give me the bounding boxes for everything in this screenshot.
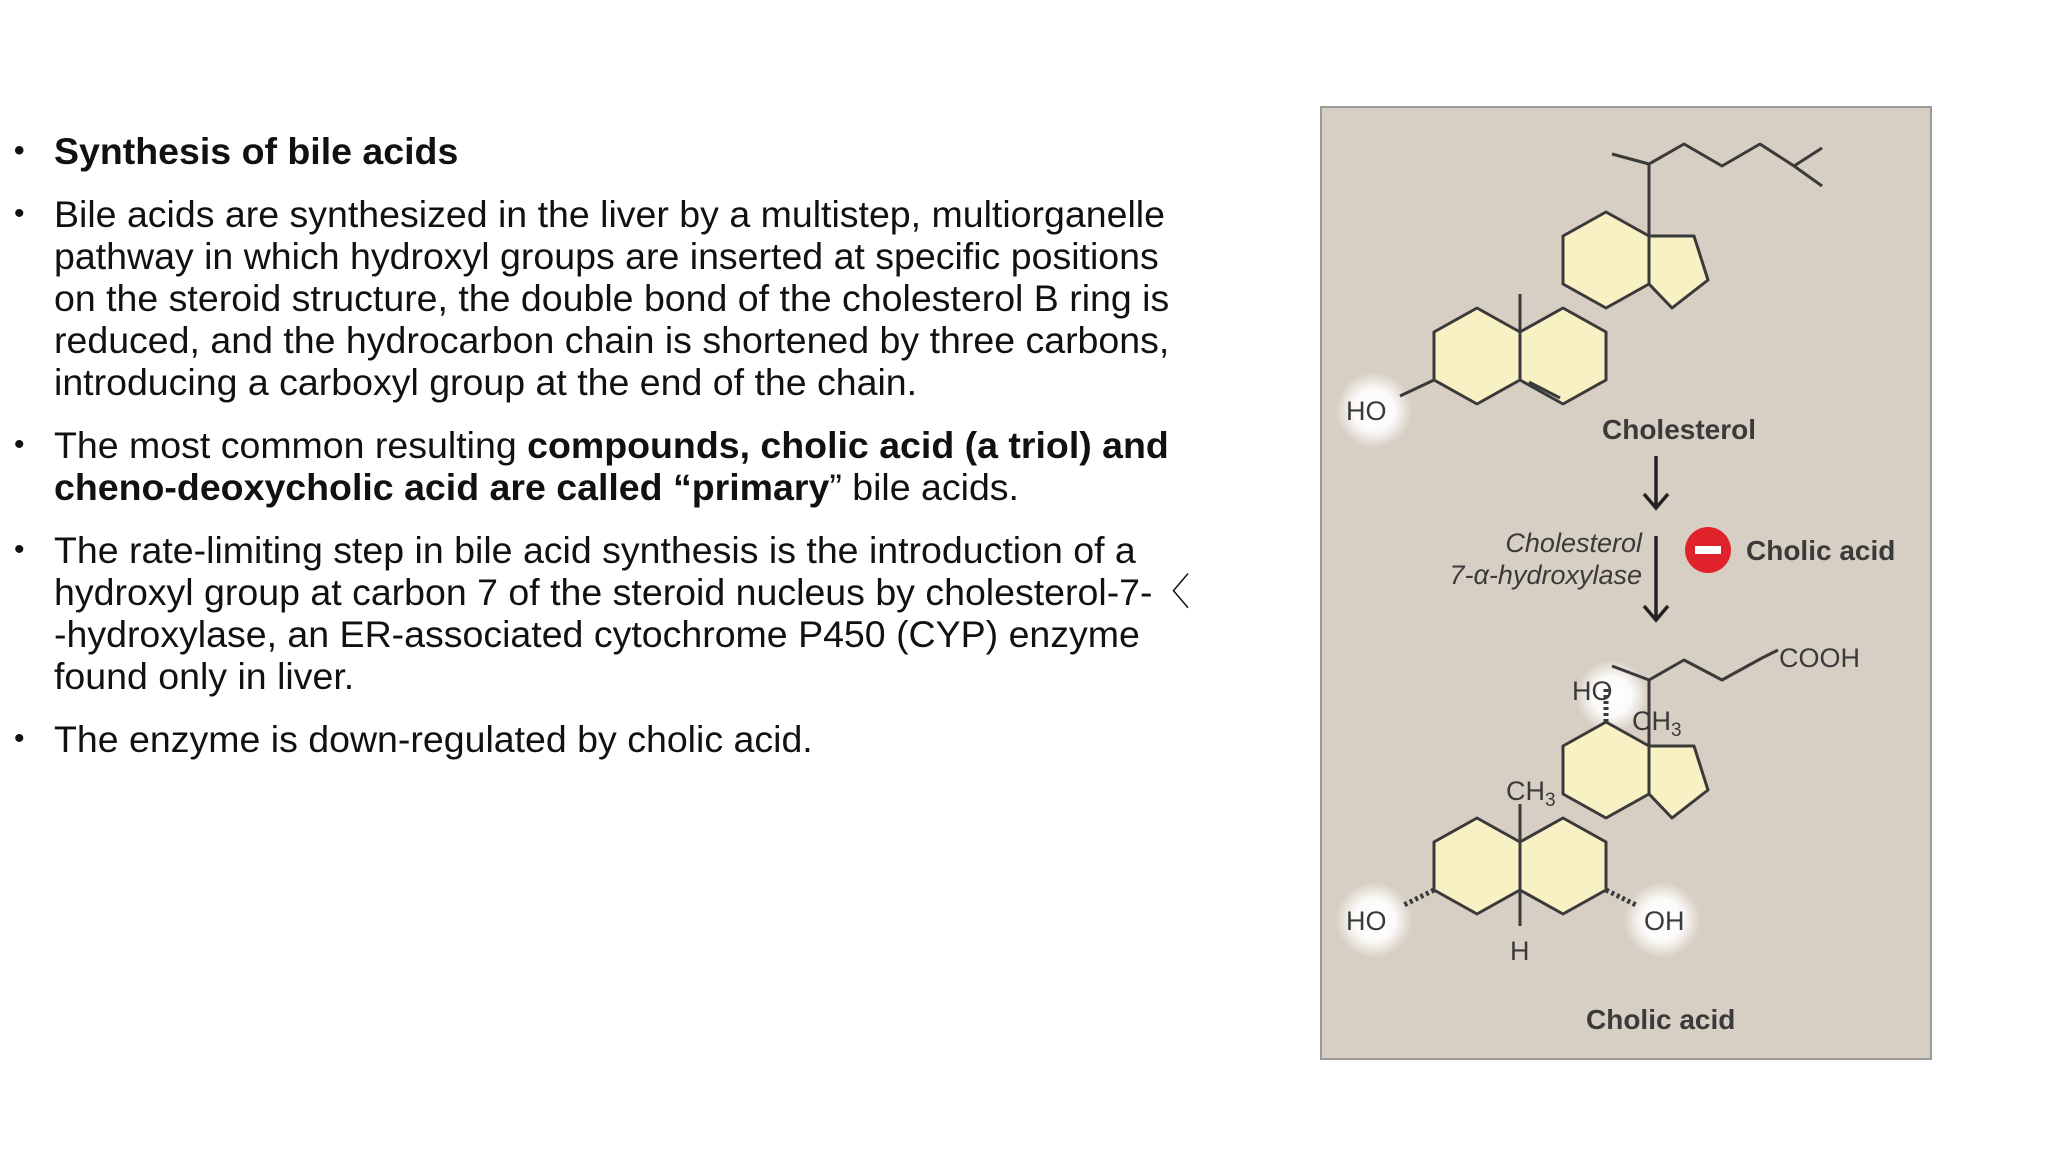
enzyme-name-line2: 7-α-hydroxylase	[1449, 560, 1642, 590]
inhibitor-label: Cholic acid	[1746, 535, 1896, 566]
oh-label: OH	[1644, 906, 1685, 936]
bullet-marker: •	[14, 722, 25, 755]
h-label: H	[1510, 936, 1530, 966]
figure-svg	[1322, 108, 1934, 1062]
ch3-upper-label: $CH_3$	[1632, 706, 1682, 741]
primary-text-bold: compounds, cholic acid (a triol) and cheno-deoxycholic acid are called “primary	[54, 424, 1169, 508]
primary-text-plain: The most common resulting	[54, 424, 528, 466]
ring-a	[1434, 308, 1520, 404]
ring-d	[1649, 236, 1708, 308]
bullet-regulation	[14, 718, 1204, 760]
side-chain	[1649, 144, 1822, 166]
enzyme-name-line1: Cholesterol	[1505, 528, 1642, 558]
ring-c	[1563, 212, 1649, 308]
ring-b	[1520, 818, 1606, 914]
bullet-synthesis	[14, 193, 1204, 403]
inhibition-icon	[1685, 527, 1731, 573]
ho-top-label: HO	[1572, 676, 1613, 706]
primary-text-end: ” bile acids.	[829, 466, 1019, 508]
bullet-rate-limiting	[14, 529, 1204, 697]
cholesterol-title: Cholesterol	[1602, 414, 1757, 445]
bullet-heading	[14, 130, 1204, 172]
ring-b	[1520, 308, 1606, 404]
ho-left-label: HO	[1346, 906, 1387, 936]
cholic-acid-title: Cholic acid	[1586, 1004, 1736, 1035]
bullet-primary-acids	[14, 424, 1204, 508]
cholic-acid-structure	[1336, 650, 1778, 958]
bullet-list	[14, 130, 1204, 781]
ho-left-hash	[1402, 890, 1434, 906]
heading-text: Synthesis of bile acids	[54, 130, 459, 172]
ring-d	[1649, 746, 1708, 818]
reaction-arrow	[1644, 456, 1668, 620]
side-chain-end	[1794, 166, 1822, 186]
ring-a	[1434, 818, 1520, 914]
synthesis-text: Bile acids are synthesized in the liver by a multistep, multiorganelle pathway in which hydroxyl groups are inserted at specific positions on the steroid structure, the double bond of the cholesterol B ring is reduced, and the hydrocarbon chain is shortened by three carbons, introducing a carboxyl group at the end of the chain.	[54, 193, 1170, 403]
bullet-marker: •	[14, 533, 25, 566]
cholesterol-ho-label: HO	[1346, 396, 1387, 426]
rate-limiting-text: The rate-limiting step in bile acid synthesis is the introduction of a hydroxyl group at carbon 7 of the steroid nucleus by cholesterol-7-〈 -hydroxylase, an ER-associated cytochrome P450 (CYP) enzyme found only in liver.	[54, 529, 1191, 697]
bullet-marker: •	[14, 197, 25, 230]
cooh-bond	[1762, 650, 1778, 658]
ch3-lower-label: $CH_3$	[1506, 776, 1556, 811]
bile-acid-figure	[1320, 106, 1932, 1060]
bullet-marker: •	[14, 428, 25, 461]
ho-bond	[1400, 380, 1434, 396]
side-chain	[1649, 658, 1762, 680]
regulation-text: The enzyme is down-regulated by cholic acid.	[54, 718, 813, 760]
cooh-label: COOH	[1779, 643, 1860, 673]
cholesterol-structure	[1336, 144, 1822, 448]
bullet-marker: •	[14, 134, 25, 167]
side-chain-branch	[1612, 154, 1649, 198]
ring-c	[1563, 722, 1649, 818]
